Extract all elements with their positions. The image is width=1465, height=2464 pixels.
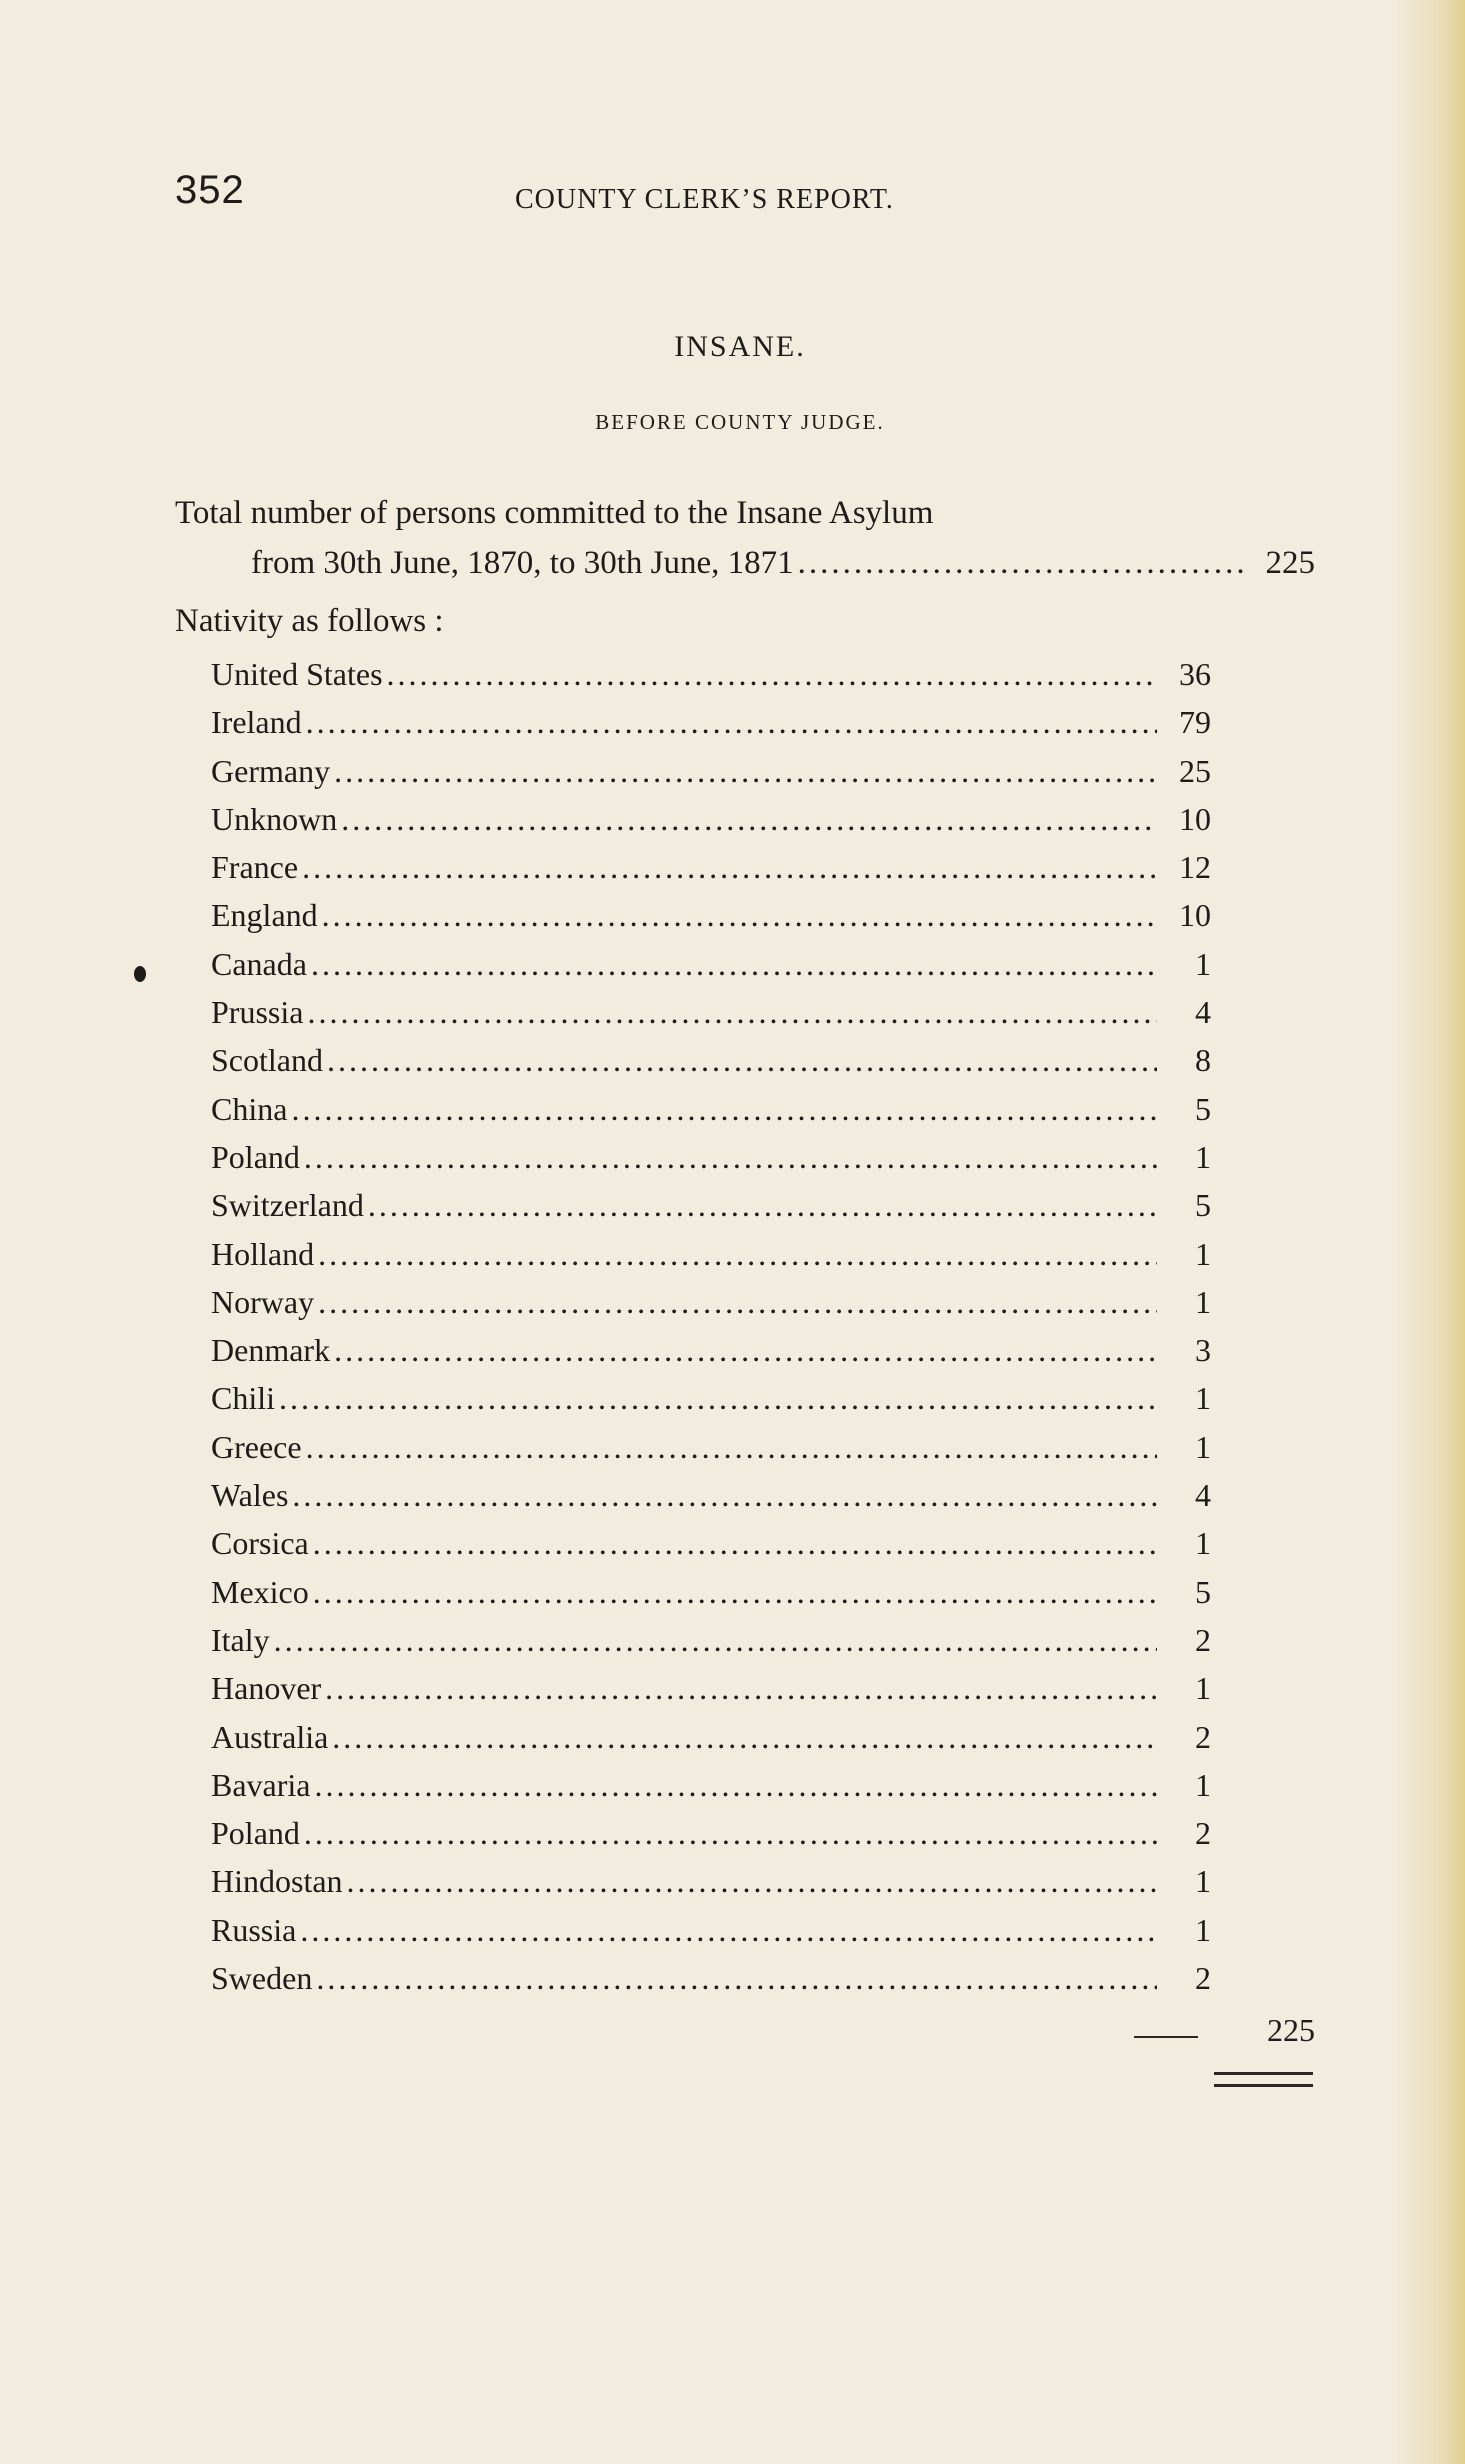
nativity-row — [211, 1429, 1211, 1477]
country-name: United States — [211, 656, 383, 692]
nativity-row — [211, 1815, 1211, 1863]
country-count: 10 — [1179, 800, 1211, 837]
nativity-row — [211, 1091, 1211, 1139]
nativity-row — [211, 1042, 1211, 1090]
country-count: 4 — [1195, 994, 1211, 1031]
country-count: 1 — [1195, 1911, 1211, 1948]
country-name: Mexico — [211, 1573, 309, 1610]
intro-line-2-text: from 30th June, 1870, to 30th June, 1871 — [251, 545, 794, 581]
country-name: Denmark — [211, 1332, 331, 1369]
nativity-row — [211, 1719, 1211, 1767]
grand-total: 225 — [1267, 2012, 1315, 2048]
country-count: 10 — [1179, 897, 1211, 934]
nativity-row — [211, 1863, 1211, 1911]
dot-leader — [334, 753, 1157, 790]
dot-leader — [387, 656, 1157, 693]
country-name: Germany — [211, 752, 331, 789]
country-name: Bavaria — [211, 1766, 311, 1803]
nativity-row — [211, 753, 1211, 801]
nativity-row — [211, 1670, 1211, 1718]
dot-leader — [304, 1815, 1157, 1852]
nativity-row — [211, 1284, 1211, 1332]
section-subtitle: BEFORE COUNTY JUDGE. — [595, 410, 885, 434]
dot-leader — [318, 1236, 1157, 1273]
dot-leader — [302, 849, 1157, 886]
country-count: 1 — [1195, 1138, 1211, 1175]
country-name: Canada — [211, 945, 307, 982]
country-count: 2 — [1195, 1718, 1211, 1755]
double-rule — [1214, 2072, 1313, 2087]
country-count: 1 — [1195, 1235, 1211, 1272]
country-name: Switzerland — [211, 1187, 364, 1224]
intro-paragraph — [175, 488, 1315, 588]
nativity-row — [211, 897, 1211, 945]
country-name: Poland — [211, 1138, 300, 1175]
country-count: 8 — [1195, 1042, 1211, 1079]
dot-leader — [318, 1284, 1157, 1321]
total-area — [1130, 2010, 1315, 2090]
country-name: Sweden — [211, 1960, 313, 1997]
dot-leader — [274, 1622, 1157, 1659]
country-count: 2 — [1195, 1960, 1211, 1997]
country-name: Poland — [211, 1815, 300, 1852]
dot-leader — [332, 1719, 1157, 1756]
country-name: Holland — [211, 1235, 315, 1272]
country-count: 36 — [1179, 656, 1211, 692]
dot-leader — [300, 1912, 1157, 1949]
total-dash — [1134, 2036, 1198, 2038]
country-name: Ireland — [211, 704, 302, 741]
country-name: Chili — [211, 1380, 276, 1417]
page-number: 352 — [175, 168, 245, 212]
intro-total: 225 — [1265, 545, 1315, 581]
nativity-row — [211, 946, 1211, 994]
nativity-row — [211, 1187, 1211, 1235]
nativity-row — [211, 1767, 1211, 1815]
nativity-row — [211, 704, 1211, 752]
dot-leader — [306, 704, 1157, 741]
dot-leader — [279, 1380, 1157, 1417]
country-name: China — [211, 1090, 288, 1127]
nativity-row — [211, 994, 1211, 1042]
dot-leader — [316, 1960, 1157, 1997]
country-count: 2 — [1195, 1815, 1211, 1852]
section-title: INSANE. — [674, 330, 806, 363]
dot-leader — [341, 801, 1157, 838]
nativity-row — [211, 1332, 1211, 1380]
intro-line-1: Total number of persons committed to the Insane Asylum — [175, 495, 934, 531]
nativity-row — [211, 849, 1211, 897]
dot-leader — [347, 1863, 1157, 1900]
nativity-row — [211, 1236, 1211, 1284]
country-name: Unknown — [211, 800, 338, 837]
dot-leader — [322, 897, 1157, 934]
country-name: Russia — [211, 1911, 297, 1948]
dot-leader — [325, 1670, 1157, 1707]
country-name: Hanover — [211, 1670, 322, 1707]
country-count: 5 — [1195, 1090, 1211, 1127]
country-count: 25 — [1179, 752, 1211, 789]
dot-leader — [304, 1139, 1157, 1176]
dot-leader — [313, 1525, 1157, 1562]
country-count: 4 — [1195, 1477, 1211, 1514]
country-count: 2 — [1195, 1621, 1211, 1658]
country-count: 79 — [1179, 704, 1211, 741]
country-name: Greece — [211, 1428, 302, 1465]
page-edge-shading — [1395, 0, 1465, 2464]
country-count: 1 — [1195, 1863, 1211, 1900]
dot-leader — [327, 1042, 1157, 1079]
country-name: Hindostan — [211, 1863, 343, 1900]
country-name: France — [211, 849, 299, 886]
country-name: England — [211, 897, 318, 934]
dot-leader — [307, 994, 1157, 1031]
country-count: 12 — [1179, 849, 1211, 886]
country-count: 5 — [1195, 1187, 1211, 1224]
nativity-list — [211, 656, 1211, 2008]
dot-leader — [311, 946, 1157, 983]
country-name: Norway — [211, 1283, 315, 1320]
dot-leader — [291, 1091, 1157, 1128]
nativity-row — [211, 656, 1211, 704]
dot-leader — [334, 1332, 1157, 1369]
dot-leader — [292, 1477, 1157, 1514]
country-count: 1 — [1195, 1525, 1211, 1562]
ink-blot-mark — [134, 966, 146, 982]
dot-leader — [306, 1429, 1157, 1466]
country-count: 1 — [1195, 945, 1211, 982]
country-count: 1 — [1195, 1766, 1211, 1803]
country-name: Corsica — [211, 1525, 309, 1562]
country-count: 1 — [1195, 1380, 1211, 1417]
country-count: 3 — [1195, 1332, 1211, 1369]
country-count: 1 — [1195, 1428, 1211, 1465]
running-head: COUNTY CLERK’S REPORT. — [515, 184, 894, 215]
country-count: 1 — [1195, 1283, 1211, 1320]
page-header — [175, 168, 995, 228]
dot-leader — [368, 1187, 1157, 1224]
nativity-row — [211, 1912, 1211, 1960]
nativity-row — [211, 1139, 1211, 1187]
intro-line-2 — [251, 538, 1315, 588]
nativity-row — [211, 1574, 1211, 1622]
nativity-row — [211, 801, 1211, 849]
nativity-label: Nativity as follows : — [175, 603, 444, 639]
country-name: Scotland — [211, 1042, 323, 1079]
nativity-row — [211, 1380, 1211, 1428]
country-name: Prussia — [211, 994, 304, 1031]
country-name: Wales — [211, 1477, 289, 1514]
nativity-row — [211, 1622, 1211, 1670]
country-count: 5 — [1195, 1573, 1211, 1610]
dot-leader — [798, 538, 1243, 588]
dot-leader — [313, 1574, 1157, 1611]
dot-leader — [315, 1767, 1158, 1804]
nativity-row — [211, 1960, 1211, 2008]
country-name: Australia — [211, 1718, 329, 1755]
country-count: 1 — [1195, 1670, 1211, 1707]
nativity-row — [211, 1525, 1211, 1573]
country-name: Italy — [211, 1621, 270, 1658]
nativity-row — [211, 1477, 1211, 1525]
